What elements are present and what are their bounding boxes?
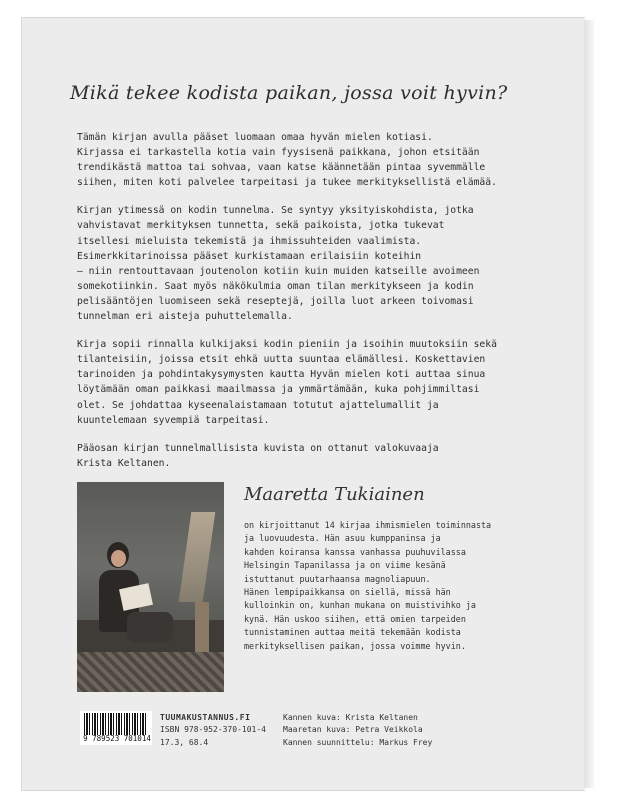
classification: 17.3, 68.4 — [160, 737, 209, 747]
blurb-paragraph — [77, 203, 517, 324]
credit-author-photo: Maaretan kuva: Petra Veikkola — [283, 725, 423, 735]
blurb-line: Pääosan kirjan tunnelmallisista kuvista on ottanut valokuvaaja — [77, 442, 439, 454]
blurb-line: tunnelman eri aisteja puhuttelemalla. — [77, 311, 293, 323]
isbn: ISBN 978-952-370-101-4 — [160, 725, 266, 735]
barcode — [80, 711, 152, 745]
barcode-bars — [84, 713, 148, 735]
blurb-paragraph — [77, 337, 517, 428]
book-spine-edge — [584, 20, 594, 788]
blurb-line: kuuntelemaan syvempiä tarpeitasi. — [77, 414, 270, 426]
blurb-line: tilanteisiin, joissa etsit ehkä uutta suuntaa elämällesi. Koskettavien — [77, 354, 486, 366]
author-bio-line: tunnistaminen auttaa meitä tekemään kodista — [244, 627, 461, 638]
blurb-line: Tämän kirjan avulla pääset luomaan omaa hyvän mielen kotiasi. — [77, 132, 433, 143]
blurb-line: löytämään oman paikkasi maailmassa ja ymmärtämään, kuka pohjimmiltasi — [77, 384, 480, 396]
blurb-line: siihen, miten koti palvelee tarpeitasi ja tukee merkityksellistä elämää. — [77, 177, 497, 189]
author-bio-line: merkityksellisen paikan, jossa voimme hyvin. — [244, 640, 466, 651]
author-photo — [77, 482, 224, 692]
blurb-line: Kirja sopii rinnalla kulkijaksi kodin pieniin ja isoihin muutoksiin sekä — [77, 339, 497, 351]
blurb-line: somekotiinkin. Saat myös näkökulmia oman tilan merkitykseen ja kodin — [77, 280, 474, 292]
author-bio-line: Helsingin Tapanilassa ja on viime kesänä — [244, 560, 446, 571]
blurb-line: Krista Keltanen. — [77, 457, 171, 469]
blurb-line: trendikästä mattoa tai sohvaa, vaan katse käännetään pintaa syvemmälle — [77, 162, 486, 174]
blurb-text — [77, 130, 517, 484]
blurb-line: olet. Se johdattaa kyseenalaistamaan totutut ajattelumallit ja — [77, 399, 439, 411]
headline: Mikä tekee kodista paikan, jossa voit hyvin? — [70, 82, 508, 104]
blurb-paragraph — [77, 130, 517, 190]
blurb-paragraph — [77, 441, 517, 471]
author-bio — [244, 519, 524, 653]
barcode-number: 9 789523 701014 — [83, 734, 151, 743]
publisher-name: TUUMAKUSTANNUS.FI — [160, 713, 251, 722]
blurb-line: vahvistavat merkityksen tunnetta, sekä paikoista, jotka tukevat — [77, 220, 445, 232]
credit-cover-photo: Kannen kuva: Krista Keltanen — [283, 713, 418, 722]
author-bio-line: kahden koiransa kanssa vanhassa puuhuvilassa — [244, 546, 466, 557]
blurb-line: Kirjan ytimessä on kodin tunnelma. Se syntyy yksityiskohdista, jotka — [77, 205, 474, 217]
blurb-line: – niin rentouttavaan joutenolon kotiin kuin muiden katseille avoimeen — [77, 265, 480, 277]
blurb-line: Esimerkkitarinoissa pääset kurkistamaan erilaisiin koteihin — [77, 250, 422, 262]
author-bio-line: on kirjoittanut 14 kirjaa ihmismielen toiminnasta — [244, 520, 492, 530]
author-bio-line: istuttanut puutarhaansa magnoliapuun. — [244, 573, 431, 584]
credit-cover-design: Kannen suunnittelu: Markus Frey — [283, 737, 433, 747]
credits — [283, 712, 432, 749]
author-bio-line: Hänen lempipaikkansa on siellä, missä hän — [244, 587, 451, 598]
blurb-line: itsellesi mieluista tekemistä ja ihmissuhteiden vaalimista. — [77, 235, 422, 247]
blurb-line: pelisääntöjen luomiseen sekä reseptejä, joilla luot arkeen toivomasi — [77, 295, 474, 307]
author-bio-line: ja luovuudesta. Hän asuu kumppaninsa ja — [244, 533, 441, 544]
blurb-line: tarinoiden ja pohdintakysymysten kautta Hyvän mielen koti auttaa sinua — [77, 369, 486, 381]
author-bio-line: kynä. Hän uskoo siihen, että omien tarpeiden — [244, 613, 466, 624]
author-signature: Maaretta Tukiainen — [244, 484, 425, 505]
blurb-line: Kirjassa ei tarkastella kotia vain fyysisenä paikkana, johon etsitään — [77, 147, 480, 159]
imprint — [160, 712, 266, 749]
author-bio-line: kulloinkin on, kunhan mukana on muistivihko ja — [244, 600, 476, 611]
